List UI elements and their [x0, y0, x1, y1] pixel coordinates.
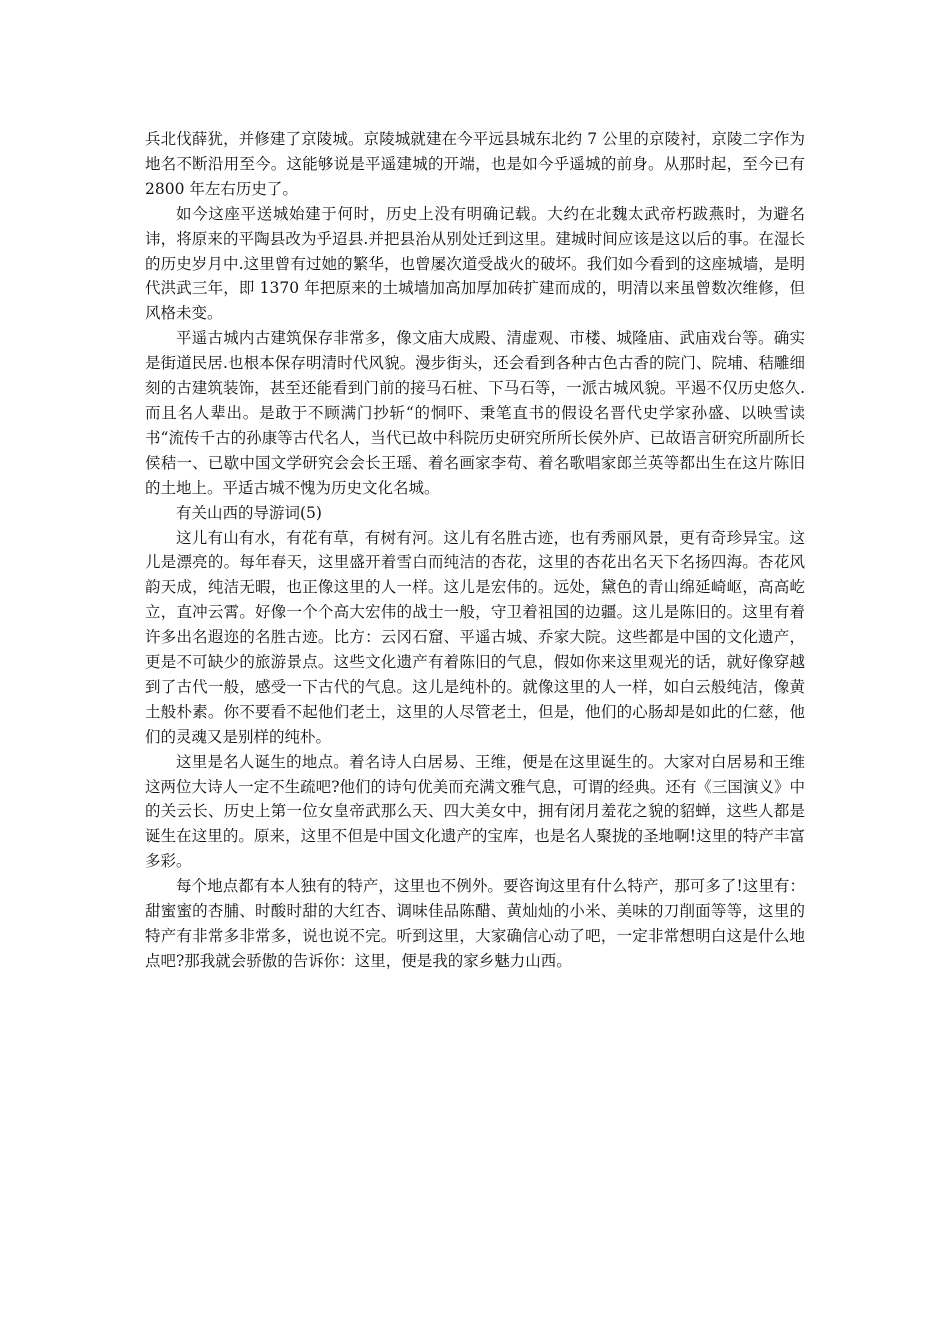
paragraph-continuation: 兵北伐薛犹，并修建了京陵城。京陵城就建在今平远县城东北约 7 公里的京陵衬，京陵二字作为地名不断沿用至今。这能够说是平遥建城的开端，也是如今乎遥城的前身。从那时起，至今已有 2800 年左右历史了。 — [145, 130, 805, 198]
paragraph-famous-people: 这里是名人诞生的地点。着名诗人白居易、王维，便是在这里诞生的。大家对白居易和王维这两位大诗人一定不生疏吧?他们的诗句优美而充满文雅气息，可谓的经典。还有《三国演义》中的关云长、历史上第一位女皇帝武那么天、四大美女中，拥有闭月羞花之貌的貂蝉，这些人都是诞生在这里的。原来，这里不但是中国文化遗产的宝库，也是名人聚拢的圣地啊!这里的特产丰富多彩。 — [145, 752, 805, 871]
document-body — [145, 127, 805, 974]
paragraph-landscape: 这儿有山有水，有花有草，有树有河。这儿有名胜古迹，也有秀丽风景，更有奇珍异宝。这儿是漂亮的。每年春天，这里盛开着雪白而纯洁的杏花，这里的杏花出名天下名扬四海。杏花风韵天成，纯洁无暇，也正像这里的人一样。这儿是宏伟的。远处，黛色的青山绵延崎岖，高高屹立，直冲云霄。好像一个个高大宏伟的战士一般，守卫着祖国的边疆。这儿是陈旧的。这里有着许多出名遐迩的名胜古迹。比方：云冈石窟、平遥古城、乔家大院。这些都是中国的文化遗产，更是不可缺少的旅游景点。这些文化遗产有着陈旧的气息，假如你来这里观光的话，就好像穿越到了古代一般，感受一下古代的气息。这儿是纯朴的。就像这里的人一样，如白云般纯洁，像黄土般朴素。你不要看不起他们老土，这里的人尽管老土，但是，他们的心肠却是如此的仁慈，他们的灵魂又是别样的纯朴。 — [145, 528, 805, 746]
paragraph-specialties: 每个地点都有本人独有的特产，这里也不例外。要咨询这里有什么特产，那可多了!这里有：甜蜜蜜的杏脯、时酸时甜的大红杏、调味佳品陈醋、黄灿灿的小米、美味的刀削面等等，这里的特产有非常多非常多，说也说不完。听到这里，大家确信心动了吧，一定非常想明白这是什么地点吧?那我就会骄傲的告诉你：这里，便是我的家乡魅力山西。 — [145, 877, 805, 970]
section-heading: 有关山西的导游词(5) — [176, 503, 322, 522]
paragraph-ancient-architecture: 平遥古城内古建筑保存非常多，像文庙大成殿、清虚观、市楼、城隆庙、武庙戏台等。确实是街道民居.也根本保存明清时代风貌。漫步街头，还会看到各种古色古香的院门、院埔、秸雕细刻的古建筑装饰，甚至还能看到门前的接马石桩、下马石等，一派古城风貌。平遏不仅历史悠久.而且名人辈出。是敢于不顾满门抄斩“的恫吓、秉笔直书的假设名晋代史学家孙盛、以映雪读书“流传千古的孙康等古代名人，当代已故中科院历史研究所所长侯外庐、已故语言研究所副所长侯秸一、已歇中国文学研究会会长王瑶、着名画家李苟、着名歌唱家郎兰英等都出生在这片陈旧的土地上。平适古城不愧为历史文化名城。 — [145, 329, 805, 497]
paragraph-pingyao-origin: 如今这座平送城始建于何时，历史上没有明确记载。大约在北魏太武帝朽跋燕时，为避名讳，将原来的平陶县改为乎迢县.并把县治从别处迁到这里。建城时间应该是这以后的事。在湿长的历史岁月中.这里曾有过她的繁华，也曾屡次道受战火的破坏。我们如今看到的这座城墙，是明代洪武三年，即 1370 年把原来的土城墙加高加厚加砖扩建而成的，明清以来虽曾数次维修，但风格未变。 — [145, 204, 805, 323]
